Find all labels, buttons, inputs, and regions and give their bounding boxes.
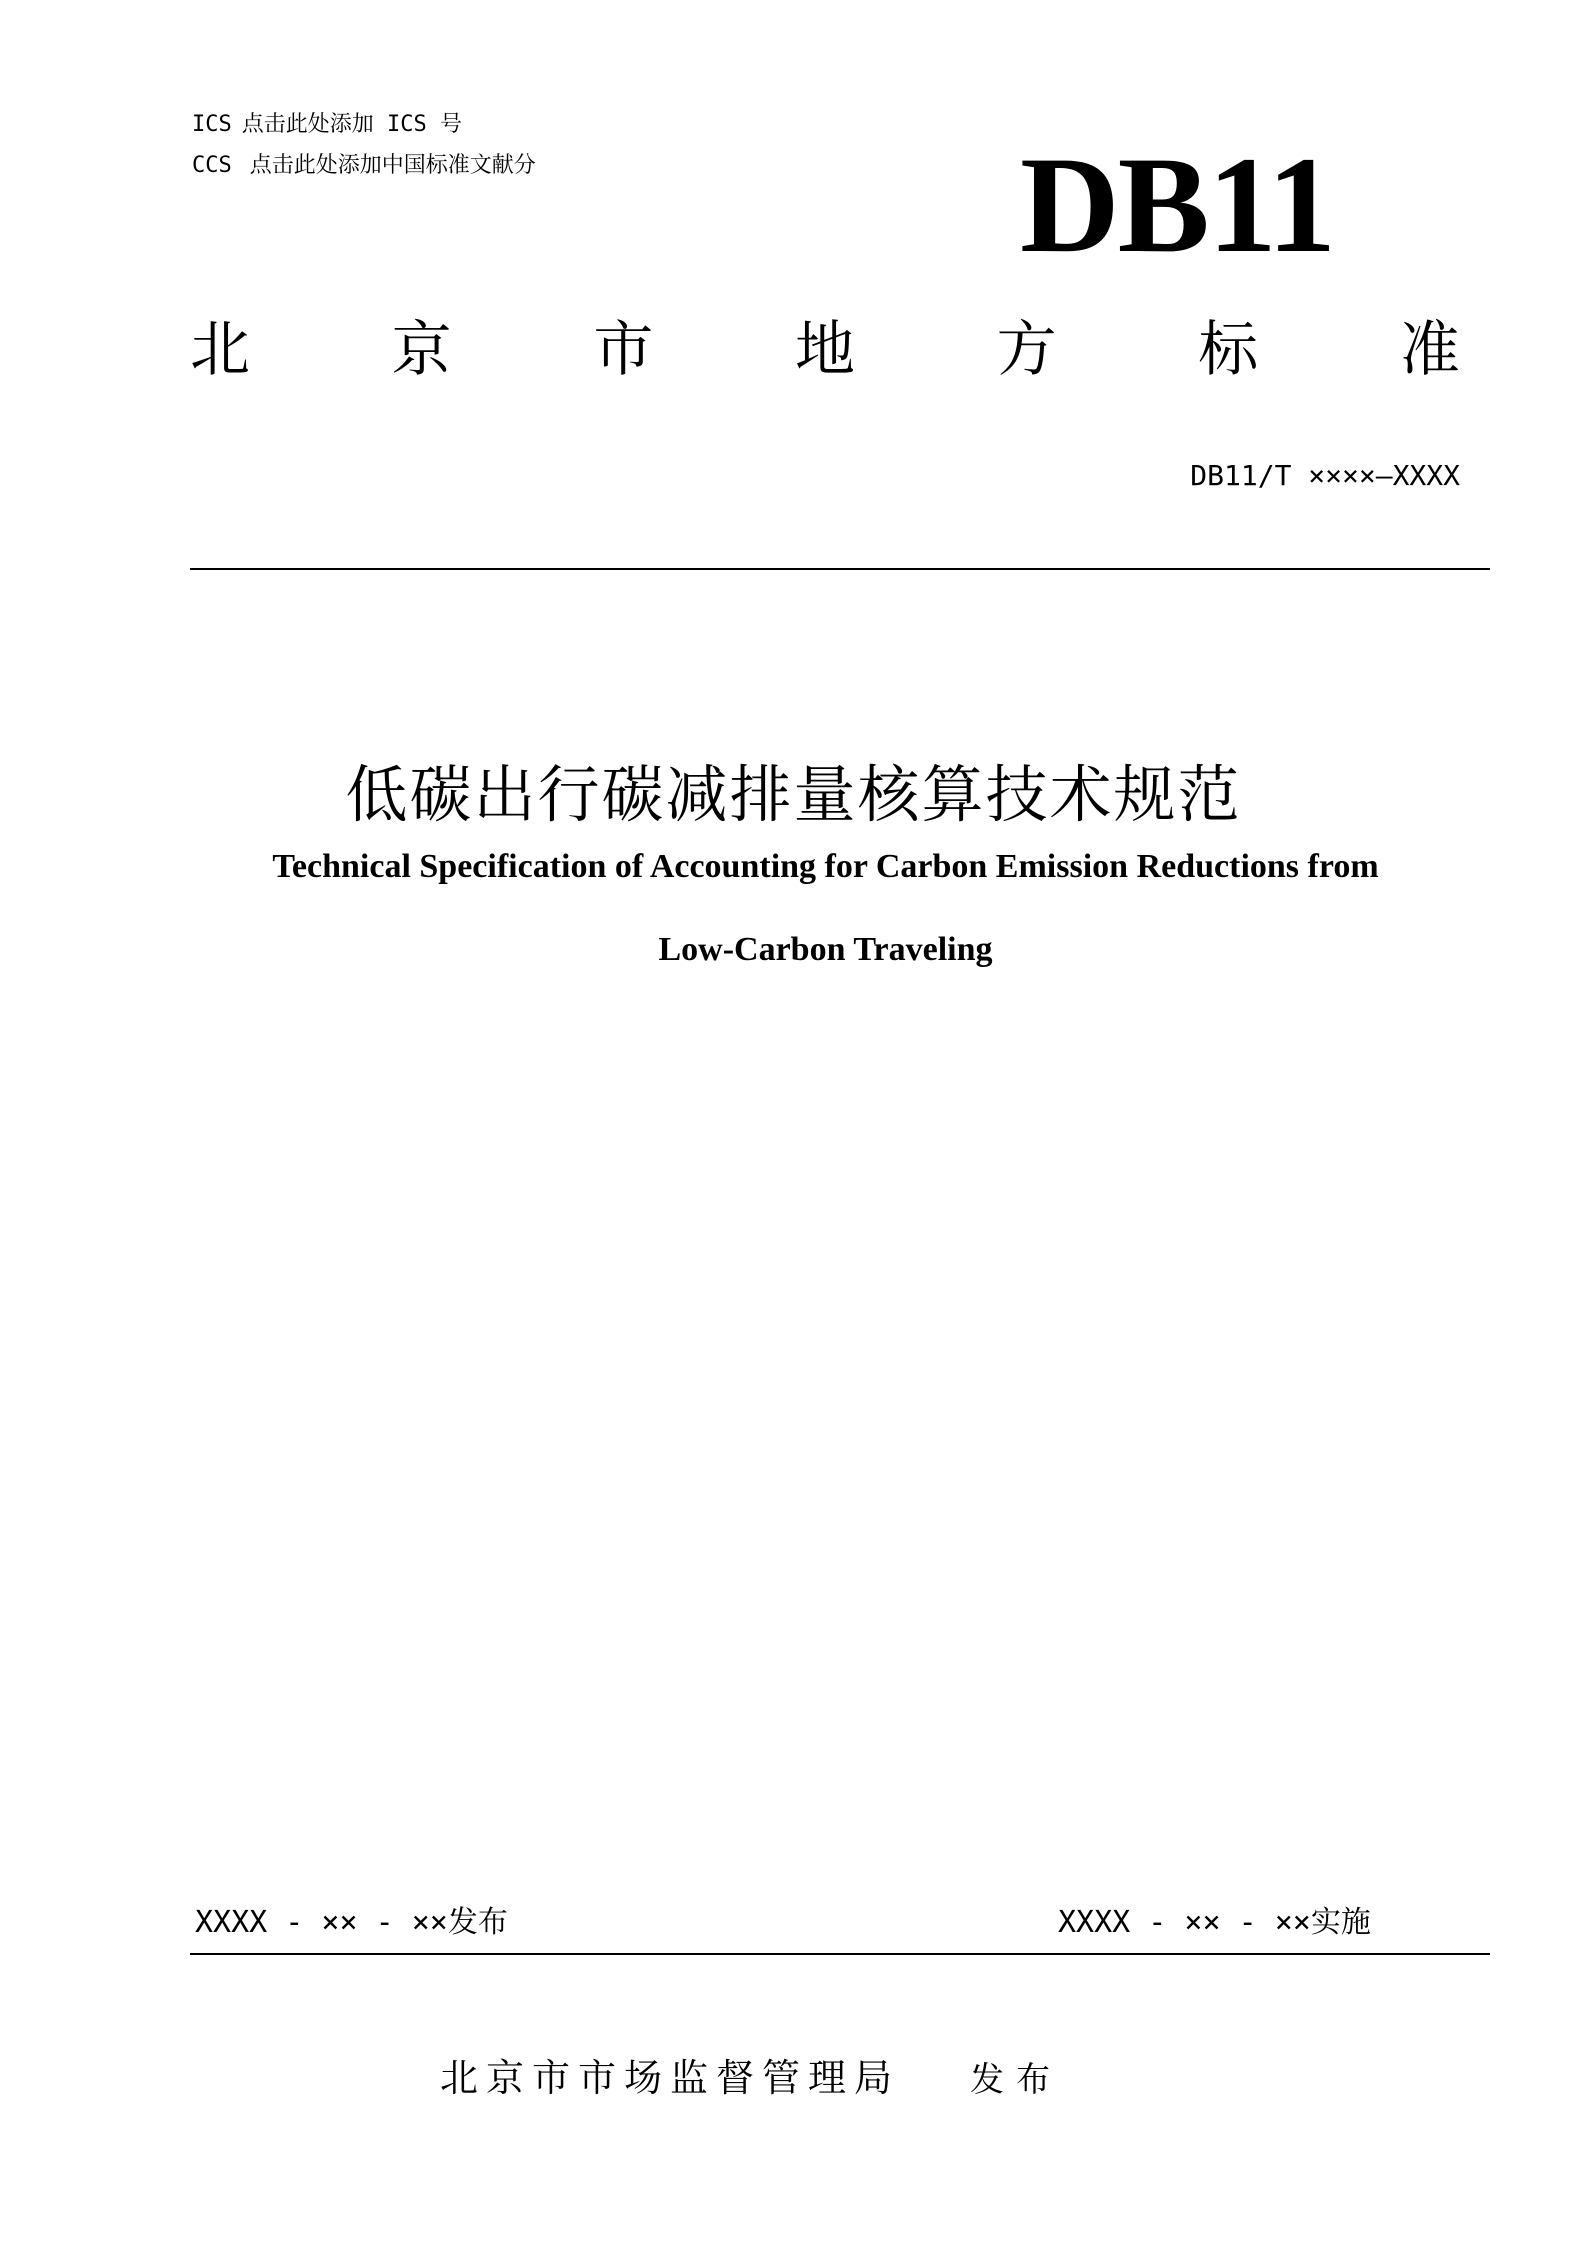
issuer-footer [440, 2048, 1240, 2108]
standard-type-char: 京 [391, 315, 452, 385]
standard-number: DB11/T ××××—XXXX [1190, 459, 1460, 492]
ccs-line [192, 151, 536, 181]
issue-word: 发布 [970, 2060, 1063, 2100]
top-divider [190, 568, 1490, 570]
title-chinese: 低碳出行碳减排量核算技术规范 [345, 758, 1242, 831]
title-english-line-2: Low-Carbon Traveling [658, 931, 993, 968]
implement-date: XXXX - ×× - ××实施 [1058, 1905, 1371, 1940]
standard-type-heading [190, 310, 1460, 390]
ics-line [192, 110, 462, 140]
title-english-line-1: Technical Specification of Accounting for Carbon Emission Reductions from [272, 848, 1379, 885]
standard-type-char: 方 [996, 315, 1057, 385]
issuer-name: 北京市市场监督管理局 [440, 2056, 901, 2100]
ics-placeholder-text[interactable]: 点击此处添加 ICS 号 [241, 112, 462, 137]
db11-logo: DB11 [1020, 128, 1335, 281]
standard-type-char: 北 [190, 315, 250, 385]
ccs-code: CCS [192, 153, 232, 178]
standard-type-char: 地 [794, 315, 855, 385]
standard-type-char: 准 [1399, 315, 1460, 385]
ics-code: ICS [192, 112, 232, 137]
standard-type-char: 标 [1198, 315, 1259, 385]
publish-date: XXXX - ×× - ××发布 [195, 1905, 508, 1940]
ccs-placeholder-text[interactable]: 点击此处添加中国标准文献分 [249, 153, 536, 178]
standard-type-char: 市 [593, 315, 654, 385]
bottom-divider [190, 1953, 1490, 1955]
